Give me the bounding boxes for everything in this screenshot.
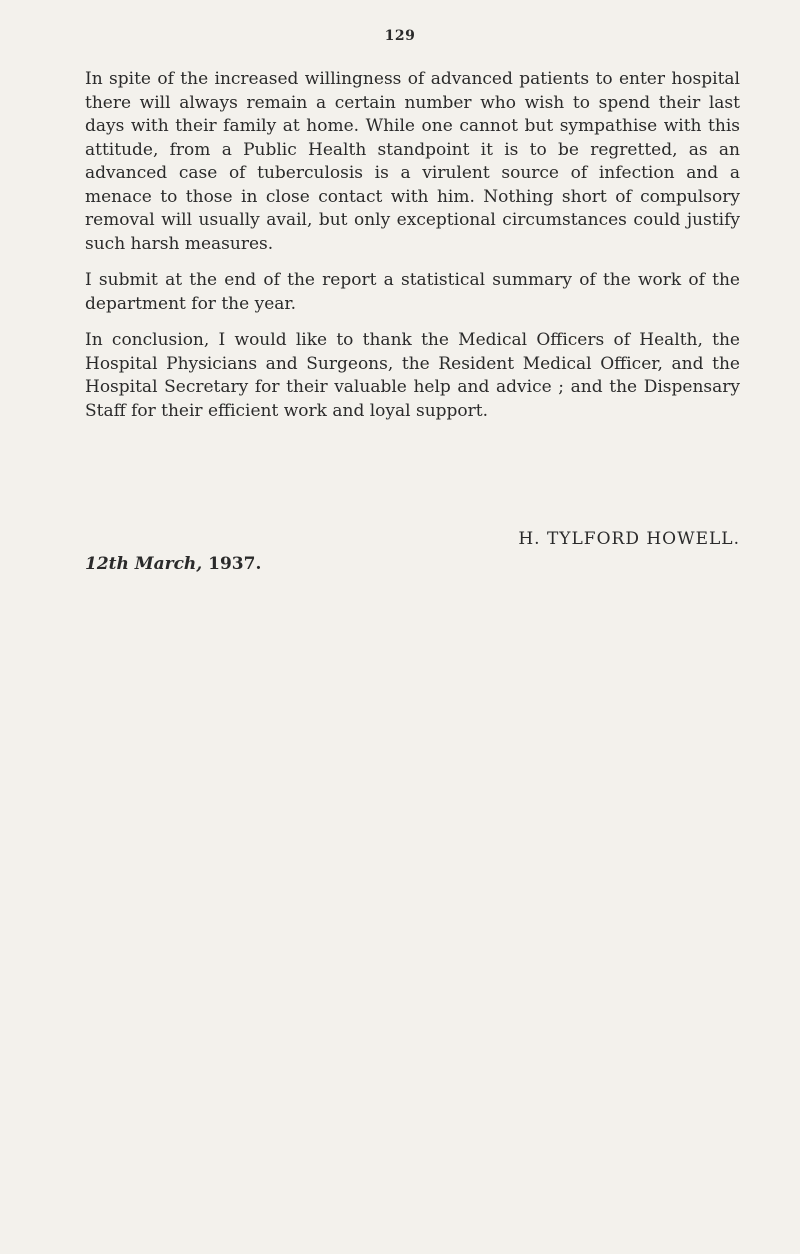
paragraph-advanced-patients: In spite of the increased willingness of advanced patients to enter hospital there will always remain a certain number who wish to spend their last days with their family at home. While one cannot but sympathise with this attitude, from a Public Health standpoint it is to be regretted, as an advanced case of tuberculosis is a virulent source of infection and a menace to those in close contact with him. Nothing short of compulsory removal will usually avail, but only exceptional circumstances could justify such harsh measures. (85, 69, 740, 254)
report-date (85, 554, 261, 574)
date-year: 1937. (208, 554, 262, 574)
date-day-month: 12th March, (85, 554, 203, 574)
page-number: 129 (384, 28, 416, 44)
paragraph-statistical-summary: I submit at the end of the report a statistical summary of the work of the department for the year. (85, 270, 740, 314)
report-body (85, 68, 740, 436)
signature: H. TYLFORD HOWELL. (518, 529, 740, 549)
paragraph-conclusion: In conclusion, I would like to thank the Medical Officers of Health, the Hospital Physicians and Surgeons, the Resident Medical Officer, and the Hospital Secretary for their valuable help and advice ; and the Dispensary Staff for their efficient work and loyal support. (85, 330, 740, 421)
